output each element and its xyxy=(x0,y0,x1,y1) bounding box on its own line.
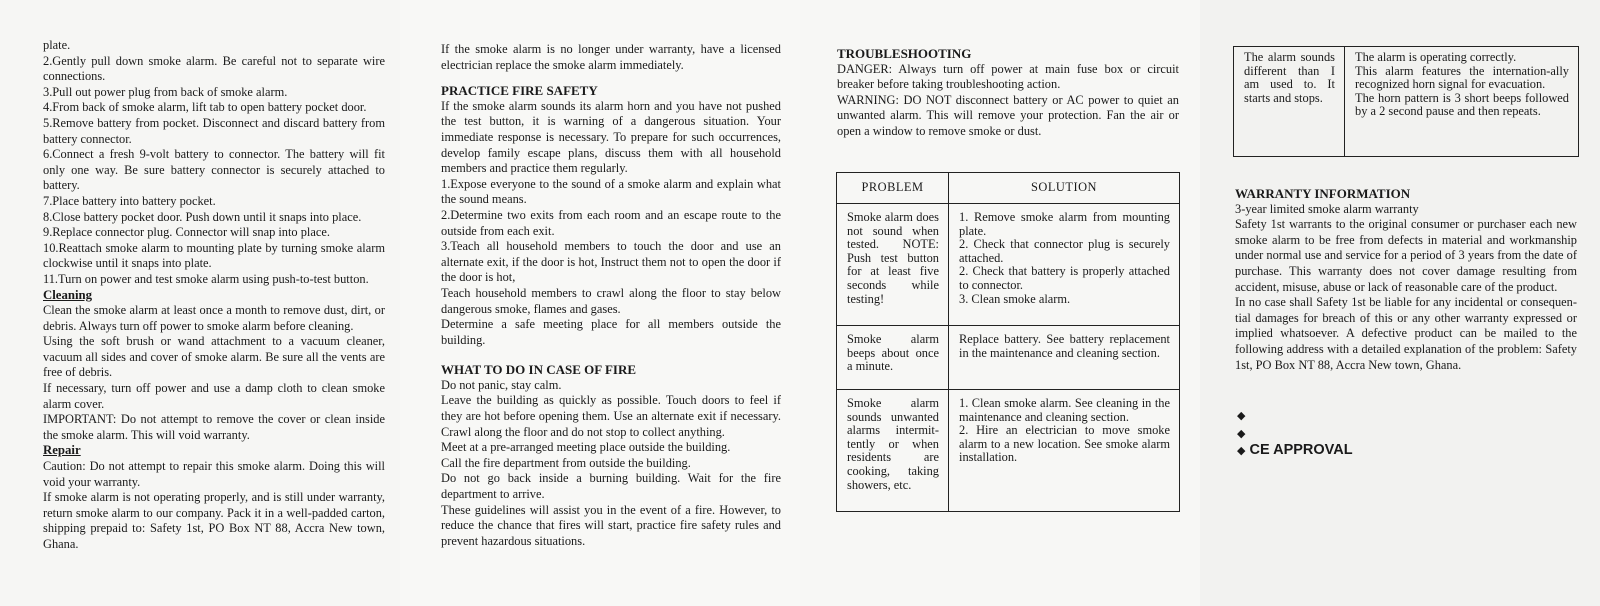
step-line: 3.Pull out power plug from back of smoke alarm. xyxy=(43,84,288,99)
fire-safety-paragraph: If the smoke alarm sounds its alarm horn and you have not pushed the test button, it is warning of a dangerous situation. Your immediate response is necessary. To prepare for such occurrences, develop family escape plans, discuss them with all household members and practice them regularly. xyxy=(441,98,781,176)
troubleshooting-column xyxy=(837,46,1179,140)
fire-safety-paragraph: 3.Teach all household members to touch the door and use an alternate exit, if the door is hot, Instruct them not to open the door if the door is hot, xyxy=(441,239,781,285)
step-line: 4.From back of smoke alarm, lift tab to open battery pocket door. xyxy=(43,100,367,115)
solution-line: 2. Check that battery is properly attached to connector. xyxy=(959,264,1170,292)
step-line: 11.Turn on power and test smoke alarm using push-to-test button. xyxy=(43,271,369,286)
troubleshooting-paragraph: WARNING: DO NOT disconnect battery or AC power to quiet an unwanted alarm. This will remove your protection. Fan the air or open a window to remove smoke or dust. xyxy=(837,92,1179,138)
repair-paragraph: If smoke alarm is not operating properly, and is still under warranty, return smoke alarm to our company. Pack it in a well-padded carton, shipping prepaid to: Safety 1st, PO Box NT 88, Accra New town, Ghana. xyxy=(43,490,385,551)
warranty-column xyxy=(1235,186,1577,373)
cleaning-paragraph: Using the soft brush or wand attachment to a vacuum cleaner, vacuum all sides and cover of smoke alarm. Be sure all the vents are free of debris. xyxy=(43,334,385,380)
diamond-icon: ◆ xyxy=(1237,427,1246,440)
step-line: 2.Gently pull down smoke alarm. Be careful not to separate wire connections. xyxy=(43,53,385,84)
troubleshooting-table-continued xyxy=(1233,46,1579,157)
step-line: 8.Close battery pocket door. Push down until it snaps into place. xyxy=(43,209,362,224)
solution-cell xyxy=(1345,47,1579,157)
approval-list xyxy=(1237,407,1353,460)
fire-safety-heading: PRACTICE FIRE SAFETY xyxy=(441,83,598,99)
problem-cell: Smoke alarm does not sound when tested. NOTE: Push test button for at least five seconds while testing! xyxy=(837,204,949,326)
table-row xyxy=(837,204,1180,326)
intro-paragraph: If the smoke alarm is no longer under warranty, have a licensed electrician replace the smoke alarm immediately. xyxy=(441,42,781,72)
table-row xyxy=(837,326,1180,390)
fire-safety-column xyxy=(441,42,781,549)
solution-line: 2. Check that connector plug is securely attached. xyxy=(959,237,1170,265)
repair-paragraph: Caution: Do not attempt to repair this smoke alarm. Doing this will void your warranty. xyxy=(43,459,385,489)
diamond-icon: ◆ xyxy=(1237,410,1246,422)
step-line: 5.Remove battery from pocket. Disconnect and discard battery from battery connector. xyxy=(43,115,385,146)
fire-safety-paragraph: Teach household members to crawl along the floor to stay below dangerous smoke, flames and gases. xyxy=(441,285,781,316)
fire-safety-paragraph: 1.Expose everyone to the sound of a smoke alarm and explain what the sound means. xyxy=(441,176,781,207)
fire-case-paragraph: These guidelines will assist you in the event of a fire. However, to reduce the chance that fires will start, practice fire safety rules and prevent hazardous situations. xyxy=(441,502,781,548)
troubleshooting-table xyxy=(836,172,1180,512)
table-row xyxy=(837,390,1180,512)
ce-approval: CE APPROVAL xyxy=(1249,442,1353,458)
step-line: 9.Replace connector plug. Connector will snap into place. xyxy=(43,225,330,240)
table-row xyxy=(1234,47,1579,157)
problem-cell: Smoke alarm beeps about once a minute. xyxy=(837,326,949,390)
solution-header: SOLUTION xyxy=(949,173,1180,204)
repair-heading: Repair xyxy=(43,443,81,458)
solution-line: The horn pattern is 3 short beeps followed by a 2 second pause and then repeats. xyxy=(1355,90,1569,119)
fire-safety-paragraph: Determine a safe meeting place for all members outside the building. xyxy=(441,317,781,347)
cleaning-paragraph: IMPORTANT: Do not attempt to remove the cover or clean inside the smoke alarm. This will void warranty. xyxy=(43,412,385,442)
solution-line: 1. Clean smoke alarm. See cleaning in the maintenance and cleaning section. xyxy=(959,396,1170,424)
solution-line: This alarm features the internation-ally recognized horn signal for evacuation. xyxy=(1355,63,1569,92)
solution-line: Replace battery. See battery replacement in the maintenance and cleaning section. xyxy=(959,332,1170,360)
diamond-icon: ◆ xyxy=(1237,445,1246,457)
solution-line: 1. Remove smoke alarm from mounting plate. xyxy=(959,210,1170,238)
fire-case-paragraph: Do not go back inside a burning building. Wait for the fire department to arrive. xyxy=(441,471,781,502)
maintenance-column xyxy=(43,38,385,553)
fire-case-paragraph: Meet at a pre-arranged meeting place outside the building. xyxy=(441,440,731,455)
solution-line: 3. Clean smoke alarm. xyxy=(959,291,1071,306)
solution-cell xyxy=(949,326,1180,390)
list-item xyxy=(1237,425,1353,443)
warranty-heading: WARRANTY INFORMATION xyxy=(1235,186,1411,201)
fire-case-heading: WHAT TO DO IN CASE OF FIRE xyxy=(441,362,637,378)
warranty-paragraph: 3-year limited smoke alarm warranty xyxy=(1235,201,1419,216)
warranty-paragraph: Safety 1st warrants to the original consumer or purchaser each new smoke alarm to be free from defects in material and workmanship under normal use and service for a period of 3 years from the date of purchase. This warranty does not cover damage resulting from accident, misuse, abuse or lack of reasonable care of the product. xyxy=(1235,217,1577,294)
troubleshooting-paragraph: DANGER: Always turn off power at main fuse box or circuit breaker before taking troubleshooting action. xyxy=(837,61,1179,92)
troubleshooting-heading: TROUBLESHOOTING xyxy=(837,46,972,61)
table-header-row xyxy=(837,173,1180,204)
list-item xyxy=(1237,407,1353,425)
step-line: 6.Connect a fresh 9-volt battery to connector. The battery will fit only one way. Be sure battery connector is securely attached to battery. xyxy=(43,147,385,193)
fire-safety-paragraph: 2.Determine two exits from each room and an escape route to the outside from each exit. xyxy=(441,207,781,238)
cleaning-paragraph: Clean the smoke alarm at least once a month to remove dust, dirt, or debris. Always turn off power to smoke alarm before cleaning. xyxy=(43,303,385,333)
warranty-paragraph: In no case shall Safety 1st be liable for any incidental or consequen-tial damages for breach of this or any other warranty expressed or implied whatsoever. A defective product can be mailed to the following address with a detailed explanation of the problem: Safety 1st, PO Box NT 88, Accra New town, Ghana. xyxy=(1235,295,1577,372)
list-item xyxy=(1237,442,1353,460)
solution-line: 2. Hire an electrician to move smoke alarm to a new location. See smoke alarm installation. xyxy=(959,423,1170,465)
solution-cell xyxy=(949,204,1180,326)
fire-case-paragraph: Leave the building as quickly as possible. Touch doors to feel if they are hot before opening them. Use an alternate exit if necessary. Crawl along the floor and do not stop to collect anything. xyxy=(441,393,781,439)
fire-case-paragraph: Call the fire department from outside the building. xyxy=(441,455,691,470)
step-line: 10.Reattach smoke alarm to mounting plate by turning smoke alarm clockwise until it snaps into plate. xyxy=(43,240,385,271)
cleaning-heading: Cleaning xyxy=(43,287,93,302)
step-line: plate. xyxy=(43,38,71,52)
problem-header: PROBLEM xyxy=(837,173,949,204)
step-line: 7.Place battery into battery pocket. xyxy=(43,193,216,208)
fire-case-paragraph: Do not panic, stay calm. xyxy=(441,377,562,392)
solution-line: The alarm is operating correctly. xyxy=(1355,50,1517,64)
solution-cell xyxy=(949,390,1180,512)
problem-cell: Smoke alarm sounds unwanted alarms intermit-tently or when residents are cooking, taking showers, etc. xyxy=(837,390,949,512)
cleaning-paragraph: If necessary, turn off power and use a damp cloth to clean smoke alarm cover. xyxy=(43,381,385,411)
problem-cell: The alarm sounds different than I am used to. It starts and stops. xyxy=(1234,47,1345,157)
